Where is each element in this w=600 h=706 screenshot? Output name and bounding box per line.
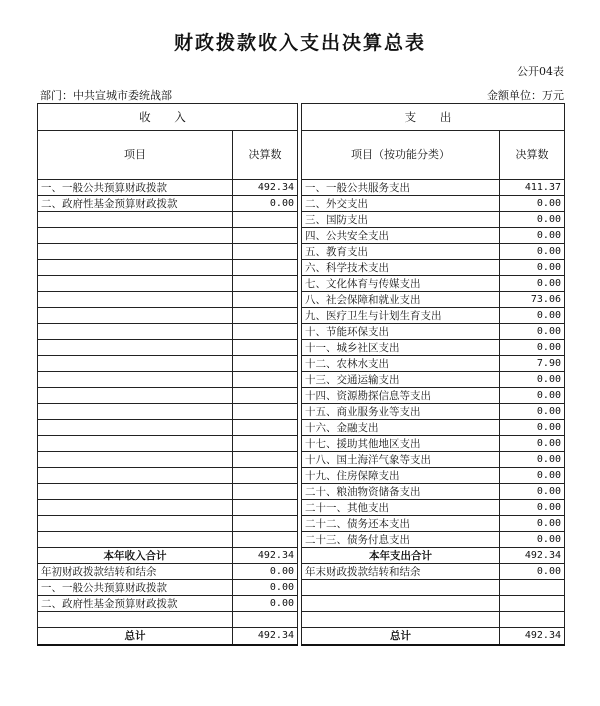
expense-amount-cell: 7.90 (500, 356, 565, 372)
table-row (38, 212, 565, 228)
income-item-cell: 一、一般公共预算财政拨款 (38, 180, 233, 196)
expense-amount-cell: 0.00 (500, 276, 565, 292)
expense-item-cell: 十一、城乡社区支出 (302, 340, 500, 356)
subtotal-row (38, 548, 565, 564)
table-row (38, 388, 565, 404)
income-item-cell (38, 244, 233, 260)
income-item-cell (38, 356, 233, 372)
income-section-header: 收 入 (38, 104, 298, 131)
table-row (38, 308, 565, 324)
expense-item-cell: 二、外交支出 (302, 196, 500, 212)
income-item-header: 项目 (38, 131, 233, 180)
income-item-cell: 二、政府性基金预算财政拨款 (38, 196, 233, 212)
table-row (38, 436, 565, 452)
carry-in-label: 年初财政拨款结转和结余 (38, 564, 233, 580)
expense-amount-cell: 0.00 (500, 500, 565, 516)
expense-item-cell: 五、教育支出 (302, 244, 500, 260)
amount-unit-label: 金额单位：万元 (487, 89, 564, 102)
expense-subtotal-label: 本年支出合计 (302, 548, 500, 564)
income-item-cell (38, 340, 233, 356)
expense-amount-cell: 73.06 (500, 292, 565, 308)
income-amount-cell (233, 260, 298, 276)
expense-amount-cell: 0.00 (500, 324, 565, 340)
table-row (38, 228, 565, 244)
table-row (38, 404, 565, 420)
income-item-cell (38, 388, 233, 404)
expense-amount-cell: 0.00 (500, 468, 565, 484)
expense-amount-cell: 0.00 (500, 196, 565, 212)
income-item-cell (38, 212, 233, 228)
income-amount-cell (233, 212, 298, 228)
income-amount-header: 决算数 (233, 131, 298, 180)
expense-item-cell: 十二、农林水支出 (302, 356, 500, 372)
expense-amount-cell: 0.00 (500, 212, 565, 228)
income-amount-cell: 0.00 (233, 196, 298, 212)
expense-amount-cell: 0.00 (500, 388, 565, 404)
expense-amount-cell: 0.00 (500, 308, 565, 324)
income-amount-cell (233, 276, 298, 292)
expense-amount-cell: 0.00 (500, 532, 565, 548)
expense-amount-cell: 0.00 (500, 452, 565, 468)
expense-item-cell: 四、公共安全支出 (302, 228, 500, 244)
income-item-cell (38, 468, 233, 484)
table-row (38, 244, 565, 260)
carry-out-value: 0.00 (500, 564, 565, 580)
expense-total-label: 总计 (302, 628, 500, 646)
income-amount-cell (233, 436, 298, 452)
section-header-row (38, 104, 565, 131)
expense-item-cell: 十七、援助其他地区支出 (302, 436, 500, 452)
empty-cell (38, 612, 233, 628)
expense-amount-cell: 0.00 (500, 244, 565, 260)
income-amount-cell (233, 468, 298, 484)
expense-section-header: 支 出 (302, 104, 565, 131)
expense-item-header: 项目（按功能分类） (302, 131, 500, 180)
income-amount-cell (233, 292, 298, 308)
income-amount-cell (233, 308, 298, 324)
expense-item-cell: 六、科学技术支出 (302, 260, 500, 276)
expense-item-cell: 十五、商业服务业等支出 (302, 404, 500, 420)
income-amount-cell (233, 340, 298, 356)
grand-total-row (38, 628, 565, 646)
income-amount-cell (233, 244, 298, 260)
expense-amount-cell: 0.00 (500, 436, 565, 452)
expense-amount-cell: 0.00 (500, 516, 565, 532)
income-amount-cell (233, 516, 298, 532)
expense-amount-cell: 0.00 (500, 420, 565, 436)
empty-cell (500, 596, 565, 612)
income-item-cell (38, 532, 233, 548)
expense-item-cell: 二十、粮油物资储备支出 (302, 484, 500, 500)
empty-cell (500, 580, 565, 596)
carry-out-label: 年末财政拨款结转和结余 (302, 564, 500, 580)
income-item-cell (38, 484, 233, 500)
expense-total-value: 492.34 (500, 628, 565, 646)
department-label: 部门：中共宣城市委统战部 (40, 89, 172, 102)
income-amount-cell (233, 324, 298, 340)
expense-item-cell: 十四、资源勘探信息等支出 (302, 388, 500, 404)
income-item-cell (38, 292, 233, 308)
expense-item-cell: 一、一般公共服务支出 (302, 180, 500, 196)
table-row (38, 532, 565, 548)
empty-cell (302, 580, 500, 596)
income-total-value: 492.34 (233, 628, 298, 646)
carryover-item-row (38, 580, 565, 596)
income-amount-cell (233, 228, 298, 244)
expense-item-cell: 十八、国土海洋气象等支出 (302, 452, 500, 468)
expense-item-cell: 七、文化体育与传媒支出 (302, 276, 500, 292)
income-item-cell (38, 420, 233, 436)
expense-item-cell: 二十一、其他支出 (302, 500, 500, 516)
carry-item-value: 0.00 (233, 596, 298, 612)
table-row (38, 500, 565, 516)
table-row (38, 180, 565, 196)
income-item-cell (38, 228, 233, 244)
table-row (38, 356, 565, 372)
expense-amount-header: 决算数 (500, 131, 565, 180)
expense-item-cell: 九、医疗卫生与计划生育支出 (302, 308, 500, 324)
table-row (38, 340, 565, 356)
expense-amount-cell: 0.00 (500, 340, 565, 356)
table-row (38, 420, 565, 436)
income-item-cell (38, 324, 233, 340)
empty-cell (302, 612, 500, 628)
income-subtotal-label: 本年收入合计 (38, 548, 233, 564)
table-row (38, 276, 565, 292)
income-item-cell (38, 372, 233, 388)
expense-amount-cell: 411.37 (500, 180, 565, 196)
expense-item-cell: 二十二、债务还本支出 (302, 516, 500, 532)
expense-subtotal-value: 492.34 (500, 548, 565, 564)
table-row (38, 292, 565, 308)
income-amount-cell (233, 356, 298, 372)
expense-item-cell: 十九、住房保障支出 (302, 468, 500, 484)
income-amount-cell (233, 452, 298, 468)
expense-amount-cell: 0.00 (500, 260, 565, 276)
income-amount-cell (233, 420, 298, 436)
expense-item-cell: 二十三、债务付息支出 (302, 532, 500, 548)
expense-amount-cell: 0.00 (500, 372, 565, 388)
table-row (38, 468, 565, 484)
expense-amount-cell: 0.00 (500, 228, 565, 244)
income-item-cell (38, 260, 233, 276)
table-row (38, 484, 565, 500)
income-total-label: 总计 (38, 628, 233, 646)
table-row (38, 516, 565, 532)
income-item-cell (38, 500, 233, 516)
page-title: 财政拨款收入支出决算总表 (173, 32, 426, 54)
carry-item-value: 0.00 (233, 580, 298, 596)
table-row (38, 452, 565, 468)
carry-item-label: 二、政府性基金预算财政拨款 (38, 596, 233, 612)
empty-cell (302, 596, 500, 612)
expense-item-cell: 八、社会保障和就业支出 (302, 292, 500, 308)
spacer-row (38, 612, 565, 628)
table-row (38, 324, 565, 340)
income-item-cell (38, 404, 233, 420)
carry-in-value: 0.00 (233, 564, 298, 580)
empty-cell (500, 612, 565, 628)
carryover-row (38, 564, 565, 580)
income-amount-cell (233, 484, 298, 500)
expense-item-cell: 三、国防支出 (302, 212, 500, 228)
table-row (38, 196, 565, 212)
income-item-cell (38, 308, 233, 324)
carry-item-label: 一、一般公共预算财政拨款 (38, 580, 233, 596)
income-amount-cell (233, 500, 298, 516)
budget-table (37, 103, 565, 646)
table-row (38, 260, 565, 276)
income-item-cell (38, 452, 233, 468)
income-amount-cell (233, 532, 298, 548)
empty-cell (233, 612, 298, 628)
expense-amount-cell: 0.00 (500, 404, 565, 420)
income-amount-cell: 492.34 (233, 180, 298, 196)
income-amount-cell (233, 404, 298, 420)
income-item-cell (38, 276, 233, 292)
expense-item-cell: 十、节能环保支出 (302, 324, 500, 340)
document-number: 公开04表 (517, 65, 564, 78)
carryover-item-row (38, 596, 565, 612)
income-amount-cell (233, 388, 298, 404)
table-row (38, 372, 565, 388)
column-header-row (38, 131, 565, 180)
income-subtotal-value: 492.34 (233, 548, 298, 564)
expense-amount-cell: 0.00 (500, 484, 565, 500)
expense-item-cell: 十三、交通运输支出 (302, 372, 500, 388)
income-item-cell (38, 436, 233, 452)
income-amount-cell (233, 372, 298, 388)
income-item-cell (38, 516, 233, 532)
expense-item-cell: 十六、金融支出 (302, 420, 500, 436)
